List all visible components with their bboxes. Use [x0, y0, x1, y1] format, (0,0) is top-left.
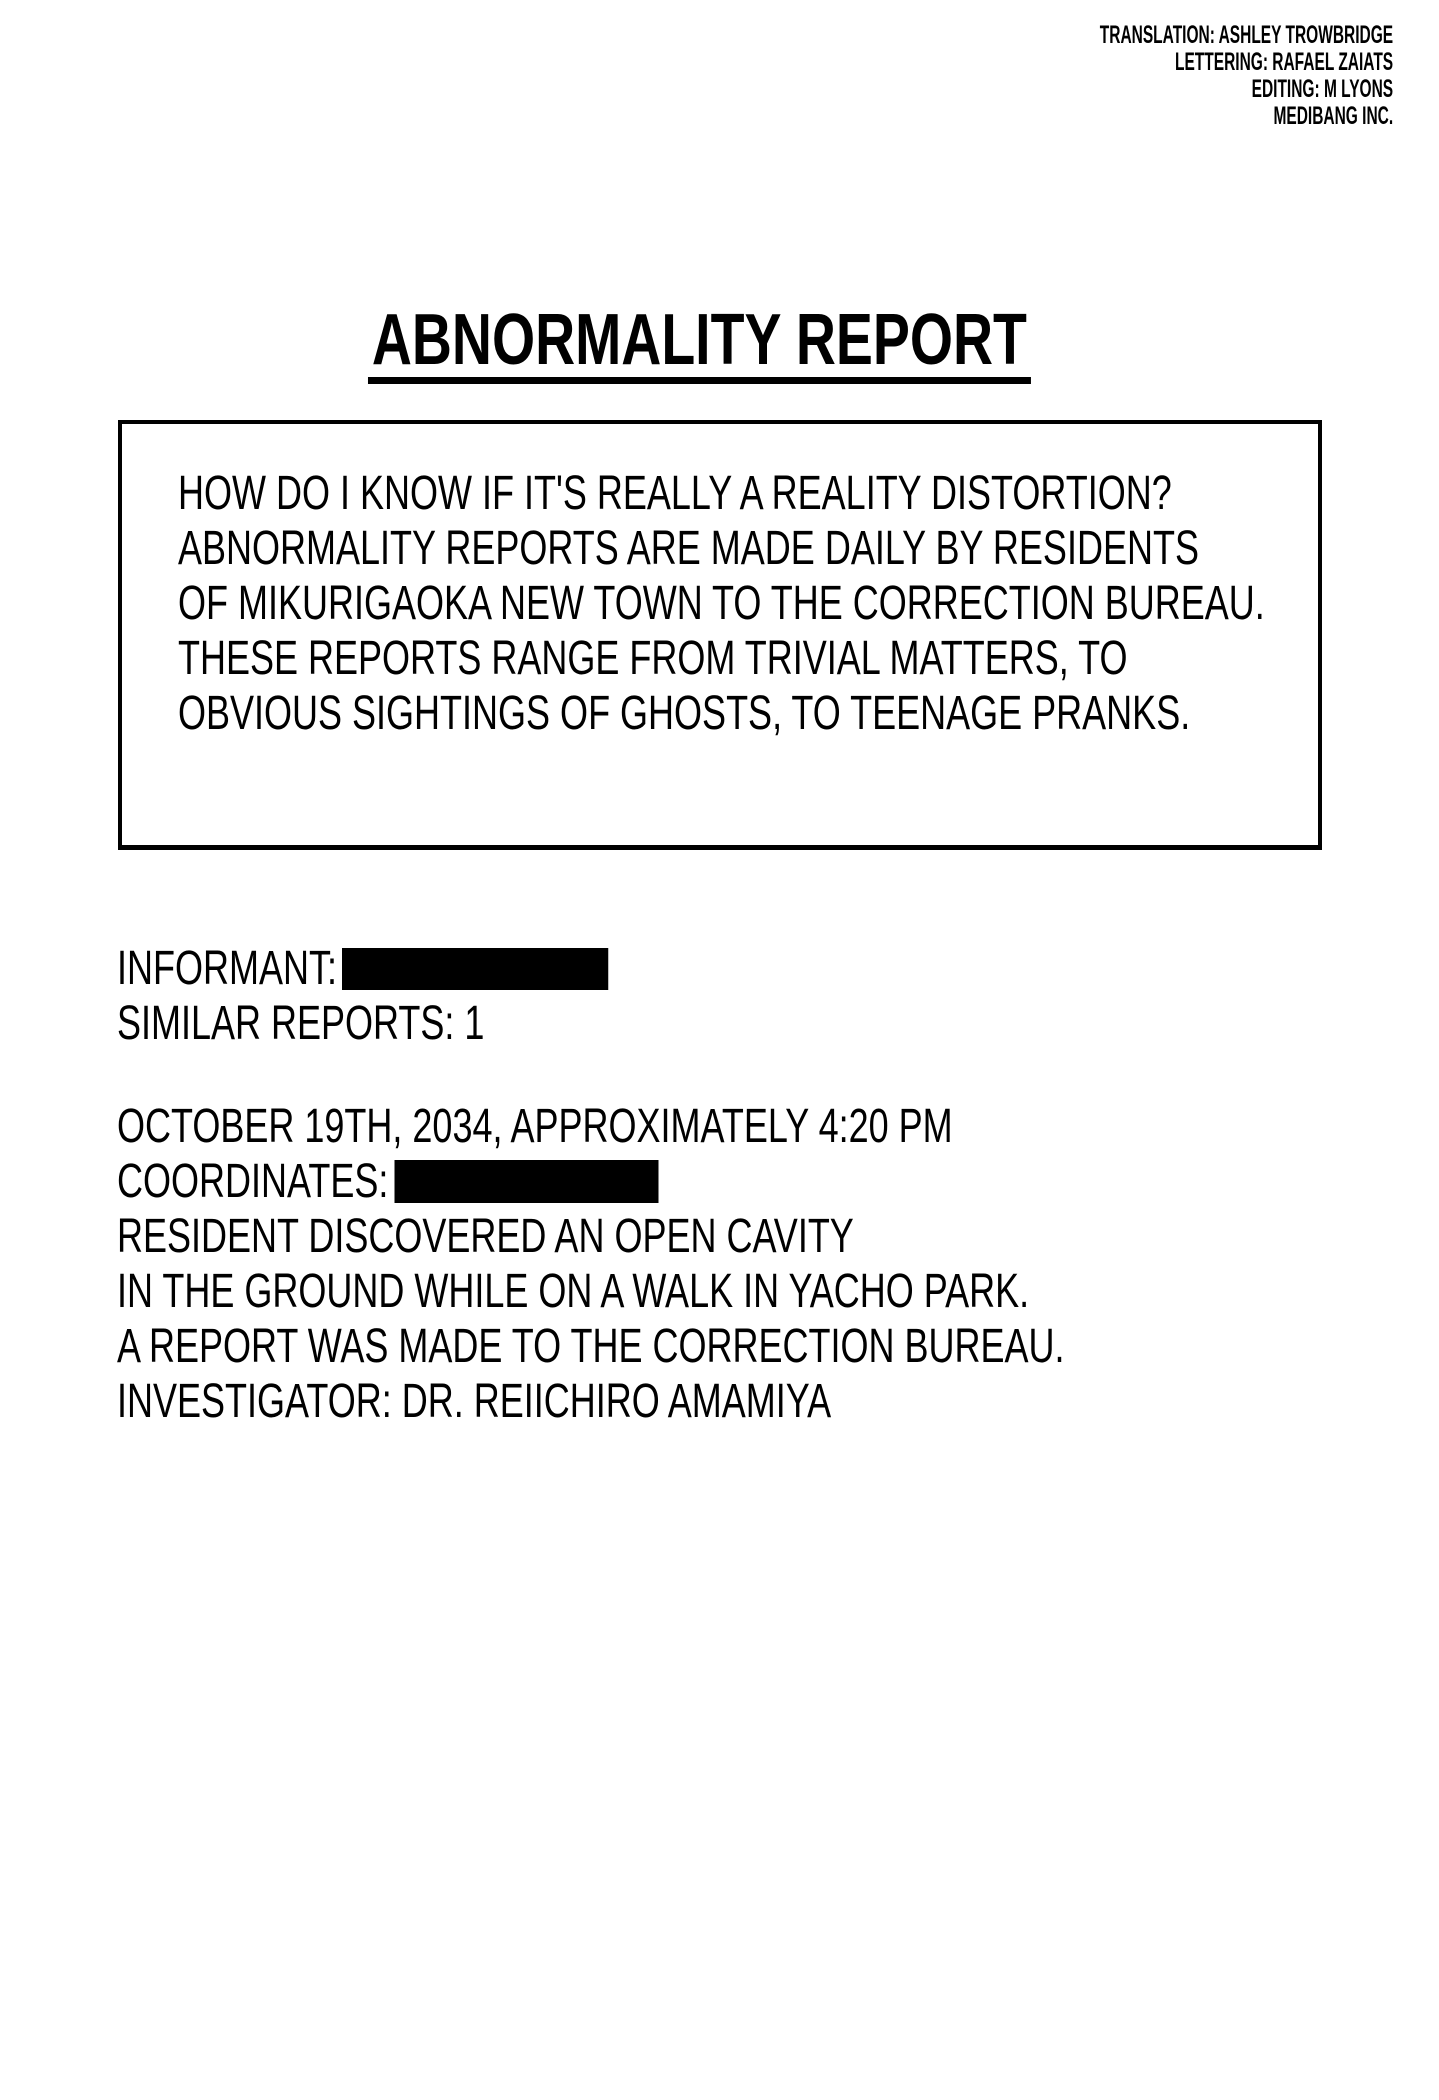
description-box-text — [178, 466, 1265, 741]
credits-block — [1100, 22, 1393, 130]
credit-lettering: LETTERING: RAFAEL ZAIATS — [1174, 48, 1393, 76]
incident-section — [117, 1099, 1064, 1429]
description-box — [118, 420, 1322, 850]
informant-section — [117, 941, 608, 1051]
similar-reports-line: SIMILAR REPORTS: 1 — [117, 997, 485, 1050]
description-line: OF MIKURIGAOKA NEW TOWN TO THE CORRECTION BUREAU. — [178, 577, 1265, 630]
incident-description-line: RESIDENT DISCOVERED AN OPEN CAVITY — [117, 1210, 854, 1263]
page-title — [0, 300, 1439, 384]
page-title-text: ABNORMALITY REPORT — [368, 304, 1031, 384]
description-line: THESE REPORTS RANGE FROM TRIVIAL MATTERS, TO — [178, 632, 1128, 685]
incident-description-line: A REPORT WAS MADE TO THE CORRECTION BUREAU. — [117, 1320, 1065, 1373]
credit-editing: EDITING: M LYONS — [1251, 75, 1393, 103]
incident-description-line: IN THE GROUND WHILE ON A WALK IN YACHO PARK. — [117, 1265, 1030, 1318]
incident-datetime-line: OCTOBER 19TH, 2034, APPROXIMATELY 4:20 PM — [117, 1100, 953, 1153]
description-line: OBVIOUS SIGHTINGS OF GHOSTS, TO TEENAGE PRANKS. — [178, 687, 1191, 740]
coordinates-label: COORDINATES: — [117, 1155, 389, 1208]
credit-publisher: MEDIBANG INC. — [1273, 102, 1393, 130]
informant-label: INFORMANT: — [117, 942, 337, 995]
coordinates-redaction-bar — [394, 1160, 658, 1203]
description-line: ABNORMALITY REPORTS ARE MADE DAILY BY RESIDENTS — [178, 522, 1199, 575]
coordinates-line — [117, 1154, 1064, 1209]
investigator-line: INVESTIGATOR: DR. REIICHIRO AMAMIYA — [117, 1375, 832, 1428]
informant-redaction-bar — [342, 948, 608, 990]
informant-line — [117, 941, 608, 996]
credit-translation: TRANSLATION: ASHLEY TROWBRIDGE — [1099, 21, 1393, 49]
description-line: HOW DO I KNOW IF IT'S REALLY A REALITY DISTORTION? — [178, 467, 1172, 520]
